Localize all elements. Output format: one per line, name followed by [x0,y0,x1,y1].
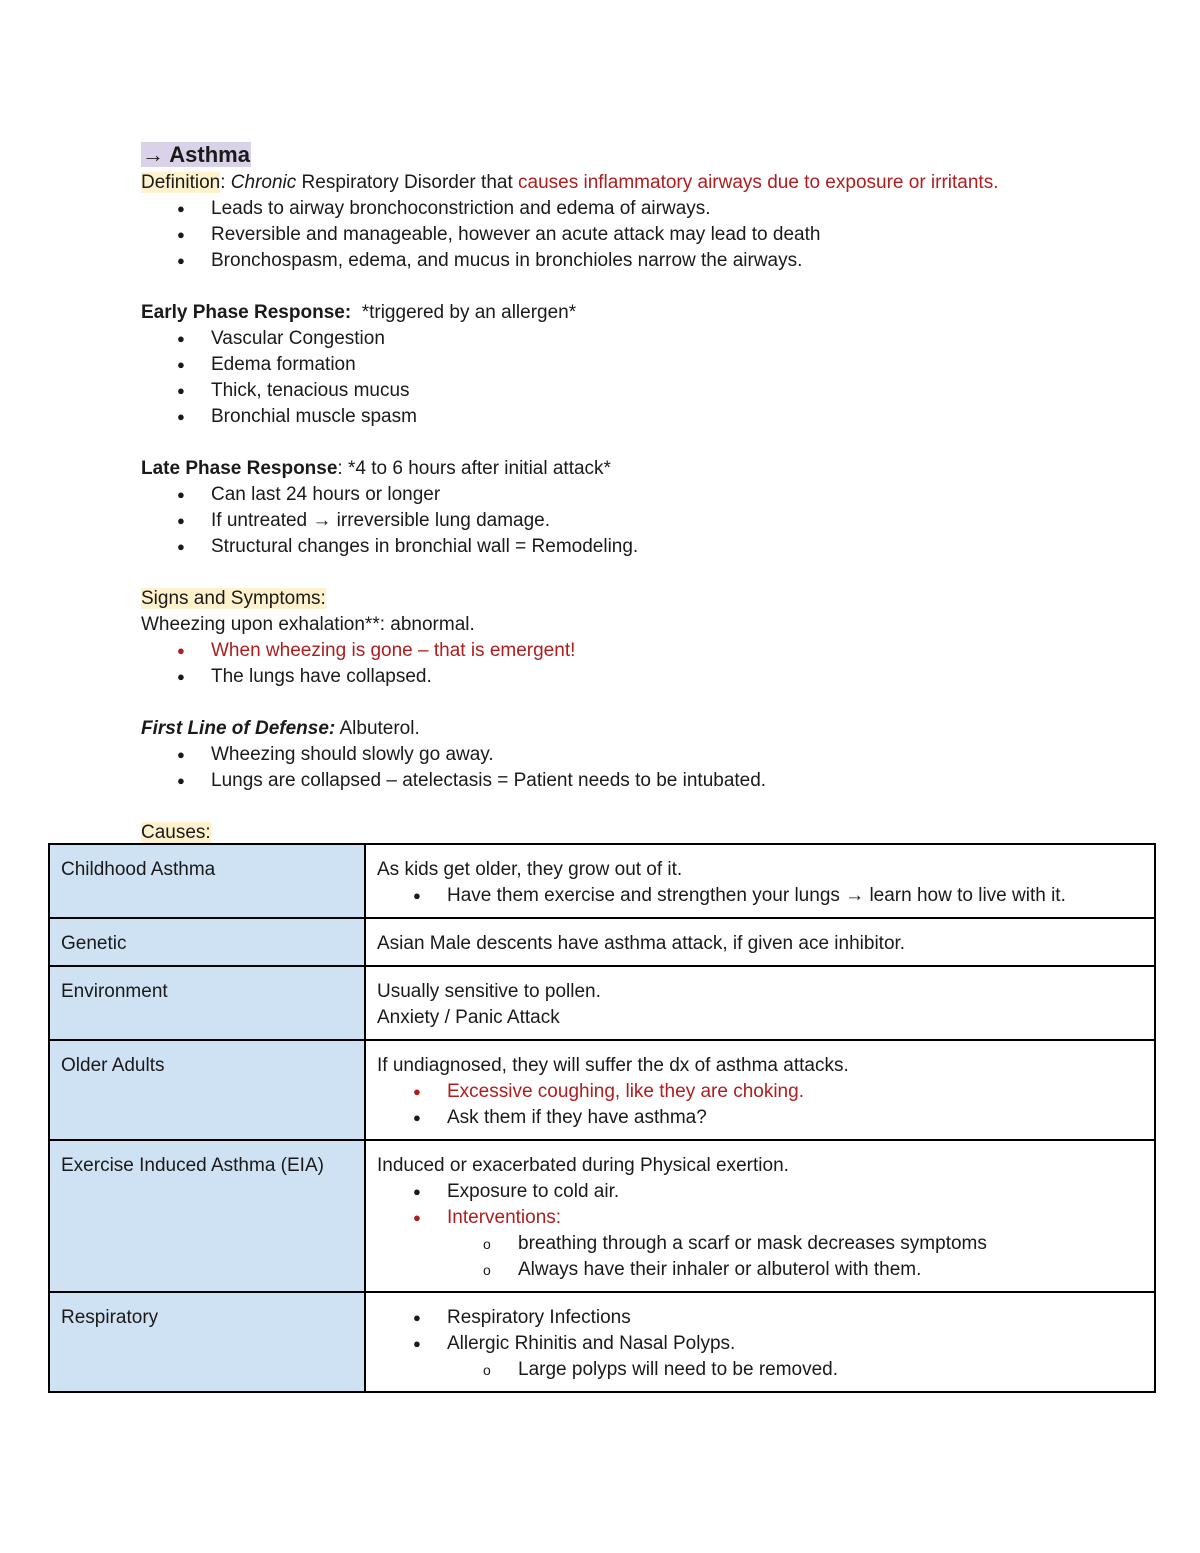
list-item-text: Exposure to cold air. [447,1181,620,1202]
cause-detail-cell [365,1292,1155,1392]
list-item-text: Bronchial muscle spasm [211,406,417,427]
cause-detail-cell [365,918,1155,966]
bullet-icon: ● [177,383,185,398]
circle-bullet-icon: o [483,1262,491,1278]
cause-detail-text: Induced or exacerbated during Physical exertion. [377,1155,789,1176]
first-line-bullets [141,742,1141,794]
bullet-icon: ● [413,1210,421,1225]
cause-name: Exercise Induced Asthma (EIA) [61,1155,324,1176]
list-item [141,768,1141,794]
causes-table [48,843,1156,1393]
list-item [377,1205,1144,1231]
bullet-icon: ● [177,487,185,502]
spacer [141,274,1141,300]
cause-detail-cell [365,1140,1155,1292]
bullet-icon: ● [413,1084,421,1099]
list-item-text: breathing through a scarf or mask decreases symptoms [518,1233,987,1254]
list-item-text: Interventions: [447,1207,562,1228]
cause-name: Respiratory [61,1307,159,1328]
signs-heading [141,586,1141,612]
first-line-heading [141,716,1141,742]
list-item [141,378,1141,404]
definition-colon: : [220,172,231,193]
early-phase-heading [141,300,1141,326]
spacer [141,560,1141,586]
spacer [141,690,1141,716]
table-row [49,966,1155,1040]
bullet-icon: ● [177,747,185,762]
bullet-icon: ● [177,331,185,346]
spacer [141,794,1141,820]
early-phase-note: *triggered by an allergen* [351,302,577,323]
list-item [141,196,1141,222]
list-item [377,1305,1144,1331]
list-item [377,1331,1144,1357]
list-item-text: Thick, tenacious mucus [211,380,410,401]
cause-detail-list [377,1305,1144,1383]
list-item-text: Can last 24 hours or longer [211,484,441,505]
circle-bullet-icon: o [483,1236,491,1252]
list-item-text: Respiratory Infections [447,1307,631,1328]
late-phase-label: Late Phase Response [141,458,338,479]
list-item-text: Ask them if they have asthma? [447,1107,707,1128]
list-item [377,1179,1144,1205]
list-item [141,742,1141,768]
list-item [377,1357,1144,1383]
cause-name: Childhood Asthma [61,859,216,880]
late-phase-bullets [141,482,1141,560]
list-item [377,1079,1144,1105]
cause-name-cell [49,918,365,966]
bullet-icon: ● [177,643,185,658]
causes-table-body [49,844,1155,1392]
bullet-icon: ● [413,1184,421,1199]
list-item-text: Always have their inhaler or albuterol with them. [518,1259,922,1280]
list-item [141,248,1141,274]
cause-detail-text: Anxiety / Panic Attack [377,1007,560,1028]
signs-bullets [141,638,1141,690]
bullet-icon: ● [177,773,185,788]
definition-bullets [141,196,1141,274]
cause-name: Environment [61,981,168,1002]
table-row [49,1140,1155,1292]
list-item-text: Edema formation [211,354,356,375]
bullet-icon: ● [177,669,185,684]
list-item [141,222,1141,248]
table-row [49,1292,1155,1392]
definition-label: Definition [141,172,221,193]
list-item-text: Wheezing should slowly go away. [211,744,494,765]
cause-detail-cell [365,1040,1155,1140]
bullet-icon: ● [177,409,185,424]
cause-name: Genetic [61,933,127,954]
definition-line [141,170,1141,196]
definition-text: Respiratory Disorder that [296,172,519,193]
list-item [377,1231,1144,1257]
list-item [141,508,1141,534]
list-item [377,883,1144,909]
bullet-icon: ● [177,253,185,268]
list-item-text: Allergic Rhinitis and Nasal Polyps. [447,1333,736,1354]
list-item-text: Large polyps will need to be removed. [518,1359,839,1380]
list-item-text: The lungs have collapsed. [211,666,432,687]
bullet-icon: ● [177,539,185,554]
table-row [49,918,1155,966]
list-item-text: Structural changes in bronchial wall = Remodeling. [211,536,639,557]
list-item-text: Bronchospasm, edema, and mucus in bronchioles narrow the airways. [211,250,803,271]
cause-name-cell [49,1140,365,1292]
list-item [141,638,1141,664]
cause-detail-text: As kids get older, they grow out of it. [377,859,683,880]
definition-red-text: causes inflammatory airways due to exposure or irritants. [518,172,999,193]
definition-italic: Chronic [230,172,297,193]
list-item [141,534,1141,560]
title-highlight [141,142,251,167]
bullet-icon: ● [177,357,185,372]
first-line-label: First Line of Defense: [141,718,336,739]
cause-detail-text: Asian Male descents have asthma attack, if given ace inhibitor. [377,933,906,954]
bullet-icon: ● [413,1110,421,1125]
bullet-icon: ● [177,227,185,242]
spacer [141,430,1141,456]
list-item-text: Reversible and manageable, however an acute attack may lead to death [211,224,821,245]
notes-content [141,140,1141,846]
table-row [49,844,1155,918]
late-phase-heading [141,456,1141,482]
causes-label: Causes: [141,822,211,843]
cause-detail-cell [365,966,1155,1040]
early-phase-bullets [141,326,1141,430]
table-row [49,1040,1155,1140]
bullet-icon: ● [413,1336,421,1351]
list-item [377,1105,1144,1131]
cause-detail-list [377,1079,1144,1131]
arrow-icon: → [142,142,164,167]
cause-detail-list [377,1179,1144,1283]
cause-name: Older Adults [61,1055,165,1076]
cause-detail-list [377,883,1144,909]
list-item [141,352,1141,378]
list-item-text: If untreated → irreversible lung damage. [211,510,551,531]
cause-name-cell [49,966,365,1040]
list-item-text: Excessive coughing, like they are choking. [447,1081,804,1102]
late-phase-note: : *4 to 6 hours after initial attack* [337,458,611,479]
list-item-text: Leads to airway bronchoconstriction and edema of airways. [211,198,711,219]
bullet-icon: ● [413,1310,421,1325]
list-item [141,404,1141,430]
list-item-text: Lungs are collapsed – atelectasis = Patient needs to be intubated. [211,770,767,791]
circle-bullet-icon: o [483,1362,491,1378]
list-item-text: Have them exercise and strengthen your lungs → learn how to live with it. [447,885,1066,906]
list-item-text: When wheezing is gone – that is emergent! [211,640,576,661]
cause-name-cell [49,844,365,918]
signs-label: Signs and Symptoms: [141,588,326,609]
cause-detail-text: Usually sensitive to pollen. [377,981,601,1002]
bullet-icon: ● [177,513,185,528]
cause-name-cell [49,1040,365,1140]
cause-detail-cell [365,844,1155,918]
title-text: Asthma [169,142,250,167]
cause-name-cell [49,1292,365,1392]
list-item [141,326,1141,352]
page-title [141,140,1141,170]
list-item [377,1257,1144,1283]
list-item [141,664,1141,690]
first-line-text: Albuterol. [335,718,420,739]
list-item-text: Vascular Congestion [211,328,385,349]
cause-detail-text: If undiagnosed, they will suffer the dx of asthma attacks. [377,1055,849,1076]
early-phase-label: Early Phase Response: [141,302,352,323]
list-item [141,482,1141,508]
bullet-icon: ● [177,201,185,216]
signs-line: Wheezing upon exhalation**: abnormal. [141,614,475,635]
bullet-icon: ● [413,888,421,903]
